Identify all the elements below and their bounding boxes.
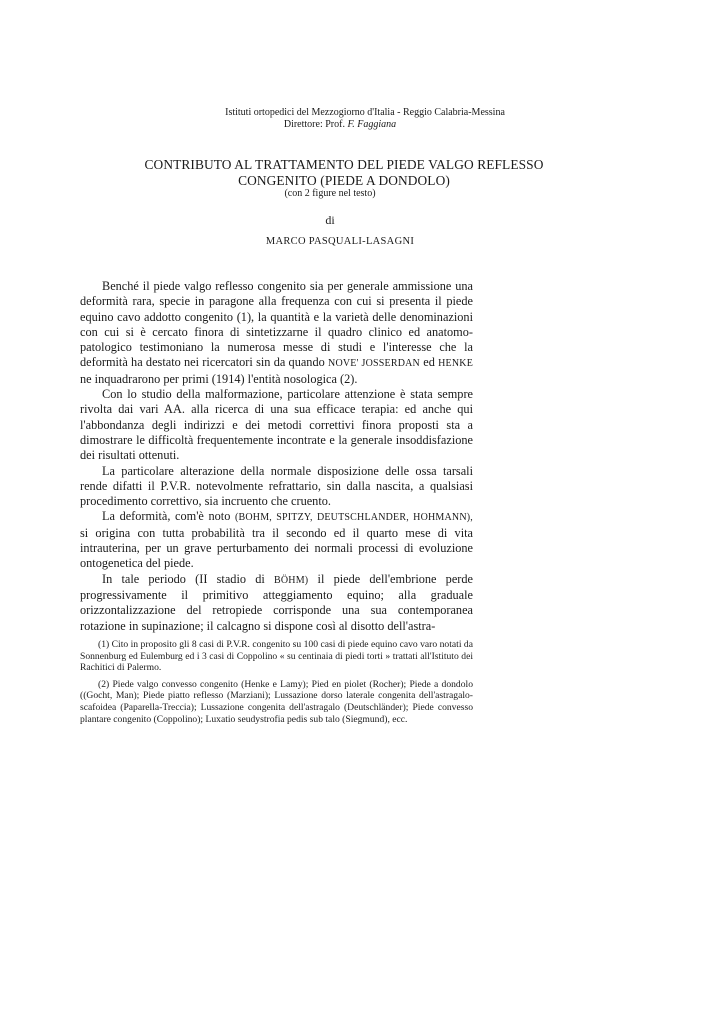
article-title-line-2: CONGENITO (PIEDE A DONDOLO) xyxy=(238,173,450,188)
author-ref: HENKE xyxy=(438,358,474,370)
footnotes xyxy=(80,639,473,730)
author-ref: (BOHM, SPITZY, DEUTSCHLANDER, HOHMANN), xyxy=(234,512,473,524)
article-title-line-1: CONTRIBUTO AL TRATTAMENTO DEL PIEDE VALGO REFLESSO xyxy=(144,157,544,172)
article-body xyxy=(80,279,473,634)
byline-di: di xyxy=(325,213,335,227)
director-label: Direttore: Prof. xyxy=(283,119,345,130)
director-line xyxy=(80,119,600,131)
director-name: F. Faggiana xyxy=(347,119,397,130)
footnote: (1) Cito in proposito gli 8 casi di P.V.R. congenito su 100 casi di piede equino cavo varo notati da Sonnenburg ed Eulemburg ed i 3 casi di Coppolino « su centinaia di piedi torti » trattati all'Istituto dei Rachitici di Palermo. xyxy=(80,639,473,674)
author-name: MARCO PASQUALI-LASAGNI xyxy=(265,236,415,247)
footnote: (2) Piede valgo convesso congenito (Henke e Lamy); Pied en piolet (Rocher); Piede a dondolo ((Gocht, Man); Piede piatto reflesso (Marziani); Lussazione dorso laterale congenita dell'astragalo-scafoidea (Paparella-Treccia); Lussazione congenita dell'astragalo (Deutschländer); Piede convesso plantare congenito (Coppolino); Luxatio seudystrofia pedis sub talo (Siegmund), ecc. xyxy=(80,678,473,725)
paragraph: La deformità, com'è noto (BOHM, SPITZY, DEUTSCHLANDER, HOHMANN), si origina con tutta probabilità tra il secondo ed il quarto mese di vita intrauterina, per un grave perturbamento dei normali processi di evoluzione ontogenetica del piede. xyxy=(80,509,473,571)
author-ref: NOVE' JOSSERDAN xyxy=(328,358,420,370)
paragraph: Benché il piede valgo reflesso congenito sia per generale ammissione una deformità rara, specie in paragone alla frequenza con cui si presenta il piede equino cavo addotto congenito (1), la quantità e la varietà delle denominazioni con cui si è cercato finora di sintetizzarne il quadro clinico ed anatomo-patologico testimoniano la numerosa messe di studi e l'interesse che la deformità ha destato nei ricercatori sin da quando NOVE' JOSSERDAN ed HENKE ne inquadrarono per primi (1914) l'entità nosologica (2). xyxy=(80,279,474,386)
author-ref: BÖHM) xyxy=(273,574,309,586)
article-subtitle: (con 2 figure nel testo) xyxy=(284,188,376,199)
paragraph: La particolare alterazione della normale disposizione delle ossa tarsali rende difatti il P.V.R. notevolmente refrattario, sin dalla nascita, a qualsiasi procedimento correttivo, sia incruento che cruento. xyxy=(80,463,473,509)
paragraph: Con lo studio della malformazione, particolare attenzione è stata sempre rivolta dai vari AA. alla ricerca di una sua efficace terapia: ed anche qui l'abbondanza degli indirizzi e dei metodi correttivi finora proposti sta a dimostrare le difficoltà frequentemente incontrate e la generale insoddisfazione dei risultati ottenuti. xyxy=(80,387,473,463)
institution-line: Istituti ortopedici del Mezzogiorno d'Italia - Reggio Calabria-Messina xyxy=(225,107,505,118)
paragraph: In tale periodo (II stadio di BÖHM) il piede dell'embrione perde progressivamente il primitivo atteggiamento equino; alla graduale orizzontalizzazione del retropiede corrisponde una sua contemporanea rotazione in supinazione; il calcagno si dispone così al disotto dell'astra- xyxy=(80,571,473,633)
